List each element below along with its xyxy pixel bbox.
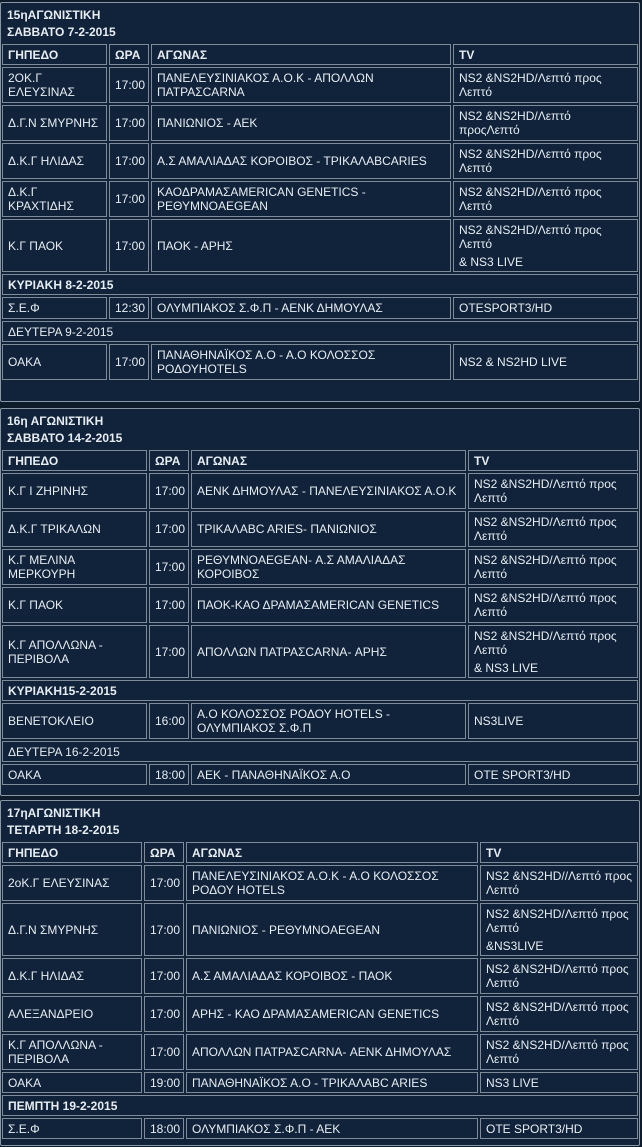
match-cell: Α.Σ ΑΜΑΛΙΑΔΑΣ ΚΟΡΟΙΒΟΣ - ΠΑΟΚ [186,958,478,994]
table-row [1,104,639,142]
match-cell: ΠΑΝΙΩΝΙΟΣ - ΑΕΚ [151,105,451,141]
venue-cell: ΟΑΚΑ [2,1072,142,1093]
table-row [1,66,639,104]
tv-cell: NS2 &NS2HD/Λεπτό προς Λεπτό [480,958,638,994]
match-cell: ΠΑΝΑΘΗΝΑΪΚΟΣ Α.Ο - ΤΡΙΚΑΛΑBC ARIES [186,1072,478,1093]
match-cell: ΑΕΝΚ ΔΗΜΟΥΛΑΣ - ΠΑΝΕΛΕΥΣΙΝΙΑΚΟΣ Α.Ο.Κ [191,473,466,509]
time-cell: 17:00 [144,903,184,956]
round-date: ΣΑΒΒΑΤΟ 14-2-2015 [7,431,123,445]
header-match: ΑΓΩΝΑΣ [191,450,466,471]
time-cell: 12:30 [109,297,149,319]
time-cell: 17:00 [109,219,149,272]
venue-cell: ΒΕΝΕΤΟΚΛΕΙΟ [2,703,147,739]
match-cell: ΑΠΟΛΛΩΝ ΠΑΤΡΑΣCARNA- ΑΡΗΣ [191,625,466,678]
time-cell: 17:00 [149,625,189,678]
round-date: ΤΕΤΑΡΤΗ 18-2-2015 [7,823,120,837]
tv-secondary: & NS3 LIVE [459,254,524,269]
time-cell: 17:00 [149,511,189,547]
time-cell: 17:00 [144,865,184,901]
table-row [1,296,639,320]
time-cell: 17:00 [109,181,149,217]
table-row [1,763,639,786]
table-row [1,142,639,180]
round-title: 15ηΑΓΩΝΙΣΤΙΚΗ [7,8,101,22]
round-15-title [1,3,639,43]
table-row [1,864,639,902]
table-row [1,510,639,548]
table-row [1,343,639,381]
tv-cell: NS2 &NS2HD/Λεπτό προς Λεπτό [468,549,638,585]
match-cell: ΑΕΚ - ΠΑΝΑΘΗΝΑΪΚΟΣ Α.Ο [191,764,466,785]
tv-cell: OTESPORT3/HD [453,297,638,319]
venue-cell: Δ.Κ.Γ ΗΛΙΔΑΣ [2,143,107,179]
header-tv: TV [480,842,638,863]
tv-cell: NS2 &NS2HD/Λεπτό προς Λεπτό [468,587,638,623]
venue-cell: Σ.Ε.Φ [2,1118,142,1139]
tv-cell: NS2 &NS2HD/Λεπτό προς Λεπτό [468,473,638,509]
match-cell: ΠΑΟΚ - ΑΡΗΣ [151,219,451,272]
time-cell: 17:00 [144,1034,184,1070]
table-row [1,548,639,586]
day-row [1,740,639,763]
round-date: ΣΑΒΒΑΤΟ 7-2-2015 [7,25,116,39]
venue-cell: Κ.Γ ΜΕΛΙΝΑ ΜΕΡΚΟΥΡΗ [2,549,147,585]
tv-cell: NS2 &NS2HD/Λεπτό προς Λεπτό [453,143,638,179]
time-cell: 18:00 [144,1118,184,1139]
table-row [1,957,639,995]
day-row [1,273,639,296]
round-17-title [1,801,639,841]
time-cell: 17:00 [149,473,189,509]
day-label: ΔΕΥΤΕΡΑ 16-2-2015 [2,741,638,762]
header-match: ΑΓΩΝΑΣ [151,44,451,65]
venue-cell: Κ.Γ ΠΑΟΚ [2,587,147,623]
match-cell: ΤΡΙΚΑΛΑBC ARIES- ΠΑΝΙΩΝΙΟΣ [191,511,466,547]
table-row [1,902,639,957]
table-row [1,1071,639,1094]
match-cell: ΚΑΟΔΡΑΜΑΣAMERICAN GENETICS - ΡΕΘΥΜΝΟAEGEAN [151,181,451,217]
day-label: ΠΕΜΠΤΗ 19-2-2015 [2,1095,638,1116]
tv-primary: NS2 &NS2HD/Λεπτό προς Λεπτό [474,628,617,657]
table-row [1,180,639,218]
time-cell: 18:00 [149,764,189,785]
venue-cell: Κ.Γ ΠΑΟΚ [2,219,107,272]
tv-cell: NS3LIVE [468,703,638,739]
round-16-table [0,408,640,796]
tv-cell: NS2 &NS2HD/Λεπτό προς Λεπτό [453,67,638,103]
tv-cell: NS2 &NS2HD/Λεπτό προςΛεπτό [453,105,638,141]
header-time: ΩΡΑ [109,44,149,65]
table-row [1,624,639,679]
tv-cell [453,219,638,272]
day-row [1,320,639,343]
round-15-table [0,2,640,402]
tv-cell: NS2 &NS2HD/Λεπτό προς Λεπτό [453,181,638,217]
day-row [1,1094,639,1117]
tv-secondary: &NS3LIVE [486,938,544,953]
time-cell: 17:00 [149,549,189,585]
day-row [1,679,639,702]
venue-cell: 2ΟΚ.Γ ΕΛΕΥΣΙΝΑΣ [2,67,107,103]
tv-cell: NS2 &NS2HD//Λεπτό προς Λεπτό [480,865,638,901]
table-row [1,1033,639,1071]
header-venue: ΓΗΠΕΔΟ [2,44,107,65]
tv-cell: NS3 LIVE [480,1072,638,1093]
tv-primary: NS2 &NS2HD/Λεπτό προς Λεπτό [459,222,602,251]
tv-cell [468,625,638,678]
venue-cell: Κ.Γ Ι ΖΗΡΙΝΗΣ [2,473,147,509]
day-label: ΚΥΡΙΑΚΗ 8-2-2015 [2,274,638,295]
header-venue: ΓΗΠΕΔΟ [2,450,147,471]
match-cell: ΠΑΝΕΛΕΥΣΙΝΙΑΚΟΣ Α.Ο.Κ - ΑΠΟΛΛΩΝ ΠΑΤΡΑΣCARNA [151,67,451,103]
header-tv: TV [453,44,638,65]
match-cell: ΠΑΝΕΛΕΥΣΙΝΙΑΚΟΣ Α.Ο.Κ - Α.Ο ΚΟΛΟΣΣΟΣ ΡΟΔΟΥ HOTELS [186,865,478,901]
header-match: ΑΓΩΝΑΣ [186,842,478,863]
time-cell: 17:00 [149,587,189,623]
tv-cell: NS2 &NS2HD/Λεπτό προς Λεπτό [480,1034,638,1070]
tv-cell: NS2 &NS2HD/Λεπτό προς Λεπτό [480,996,638,1032]
match-cell: ΑΡΗΣ - ΚΑΟ ΔΡΑΜΑΣAMERICAN GENETICS [186,996,478,1032]
round-16-title [1,409,639,449]
table-row [1,1117,639,1140]
match-cell: ΟΛΥΜΠΙΑΚΟΣ Σ.Φ.Π - ΑΕΚ [186,1118,478,1139]
day-label: ΔΕΥΤΕΡΑ 9-2-2015 [2,321,638,342]
tv-cell [480,903,638,956]
tv-secondary: & NS3 LIVE [474,660,539,675]
tv-cell: OTE SPORT3/HD [468,764,638,785]
round-title: 17ηΑΓΩΝΙΣΤΙΚΗ [7,806,101,820]
tv-cell: NS2 & NS2HD LIVE [453,344,638,380]
tv-cell: OTE SPORT3/HD [480,1118,638,1139]
round-title: 16η ΑΓΩΝΙΣΤΙΚΗ [7,414,104,428]
header-tv: TV [468,450,638,471]
venue-cell: Δ.Γ.Ν ΣΜΥΡΝΗΣ [2,903,142,956]
round-17-table [0,800,640,1146]
match-cell: ΠΑΟΚ-ΚΑΟ ΔΡΑΜΑΣAMERICAN GENETICS [191,587,466,623]
venue-cell: Δ.Κ.Γ ΤΡΙΚΑΛΩΝ [2,511,147,547]
match-cell: Α.Σ ΑΜΑΛΙΑΔΑΣ ΚΟΡΟΙΒΟΣ - ΤΡΙΚΑΛΑBCARIES [151,143,451,179]
venue-cell: Σ.Ε.Φ [2,297,107,319]
time-cell: 17:00 [109,344,149,380]
match-cell: ΡΕΘΥΜΝΟAEGEAN- Α.Σ ΑΜΑΛΙΑΔΑΣ ΚΟΡΟΙΒΟΣ [191,549,466,585]
time-cell: 17:00 [144,958,184,994]
venue-cell: Κ.Γ ΑΠΟΛΛΩΝΑ - ΠΕΡΙΒΟΛΑ [2,1034,142,1070]
table-row [1,586,639,624]
tv-primary: NS2 &NS2HD/Λεπτό προς Λεπτό [486,906,629,935]
match-cell: ΟΛΥΜΠΙΑΚΟΣ Σ.Φ.Π - ΑΕΝΚ ΔΗΜΟΥΛΑΣ [151,297,451,319]
table-row [1,995,639,1033]
match-cell: ΠΑΝΑΘΗΝΑΪΚΟΣ Α.Ο - Α.Ο ΚΟΛΟΣΣΟΣ ΡΟΔΟΥHOTELS [151,344,451,380]
venue-cell: Δ.Κ.Γ ΚΡΑΧΤΙΔΗΣ [2,181,107,217]
time-cell: 19:00 [144,1072,184,1093]
time-cell: 17:00 [109,67,149,103]
time-cell: 17:00 [144,996,184,1032]
header-time: ΩΡΑ [149,450,189,471]
venue-cell: ΑΛΕΞΑΝΔΡΕΙΟ [2,996,142,1032]
match-cell: Α.Ο ΚΟΛΟΣΣΟΣ ΡΟΔΟΥ HOTELS - ΟΛΥΜΠΙΑΚΟΣ Σ.Φ.Π [191,703,466,739]
table-row [1,702,639,740]
match-cell: ΑΠΟΛΛΩΝ ΠΑΤΡΑΣCARNA- ΑΕΝΚ ΔΗΜΟΥΛΑΣ [186,1034,478,1070]
venue-cell: Δ.Κ.Γ ΗΛΙΔΑΣ [2,958,142,994]
venue-cell: 2οΚ.Γ ΕΛΕΥΣΙΝΑΣ [2,865,142,901]
header-venue: ΓΗΠΕΔΟ [2,842,142,863]
table-row [1,472,639,510]
venue-cell: Δ.Γ.Ν ΣΜΥΡΝΗΣ [2,105,107,141]
time-cell: 17:00 [109,143,149,179]
match-cell: ΠΑΝΙΩΝΙΟΣ - ΡΕΘΥΜΝΟAEGEAN [186,903,478,956]
tv-cell: NS2 &NS2HD/Λεπτό προς Λεπτό [468,511,638,547]
venue-cell: ΟΑΚΑ [2,344,107,380]
day-label: ΚΥΡΙΑΚΗ15-2-2015 [2,680,638,701]
venue-cell: Κ.Γ ΑΠΟΛΛΩΝΑ - ΠΕΡΙΒΟΛΑ [2,625,147,678]
header-time: ΩΡΑ [144,842,184,863]
time-cell: 16:00 [149,703,189,739]
venue-cell: ΟΑΚΑ [2,764,147,785]
time-cell: 17:00 [109,105,149,141]
table-row [1,218,639,273]
